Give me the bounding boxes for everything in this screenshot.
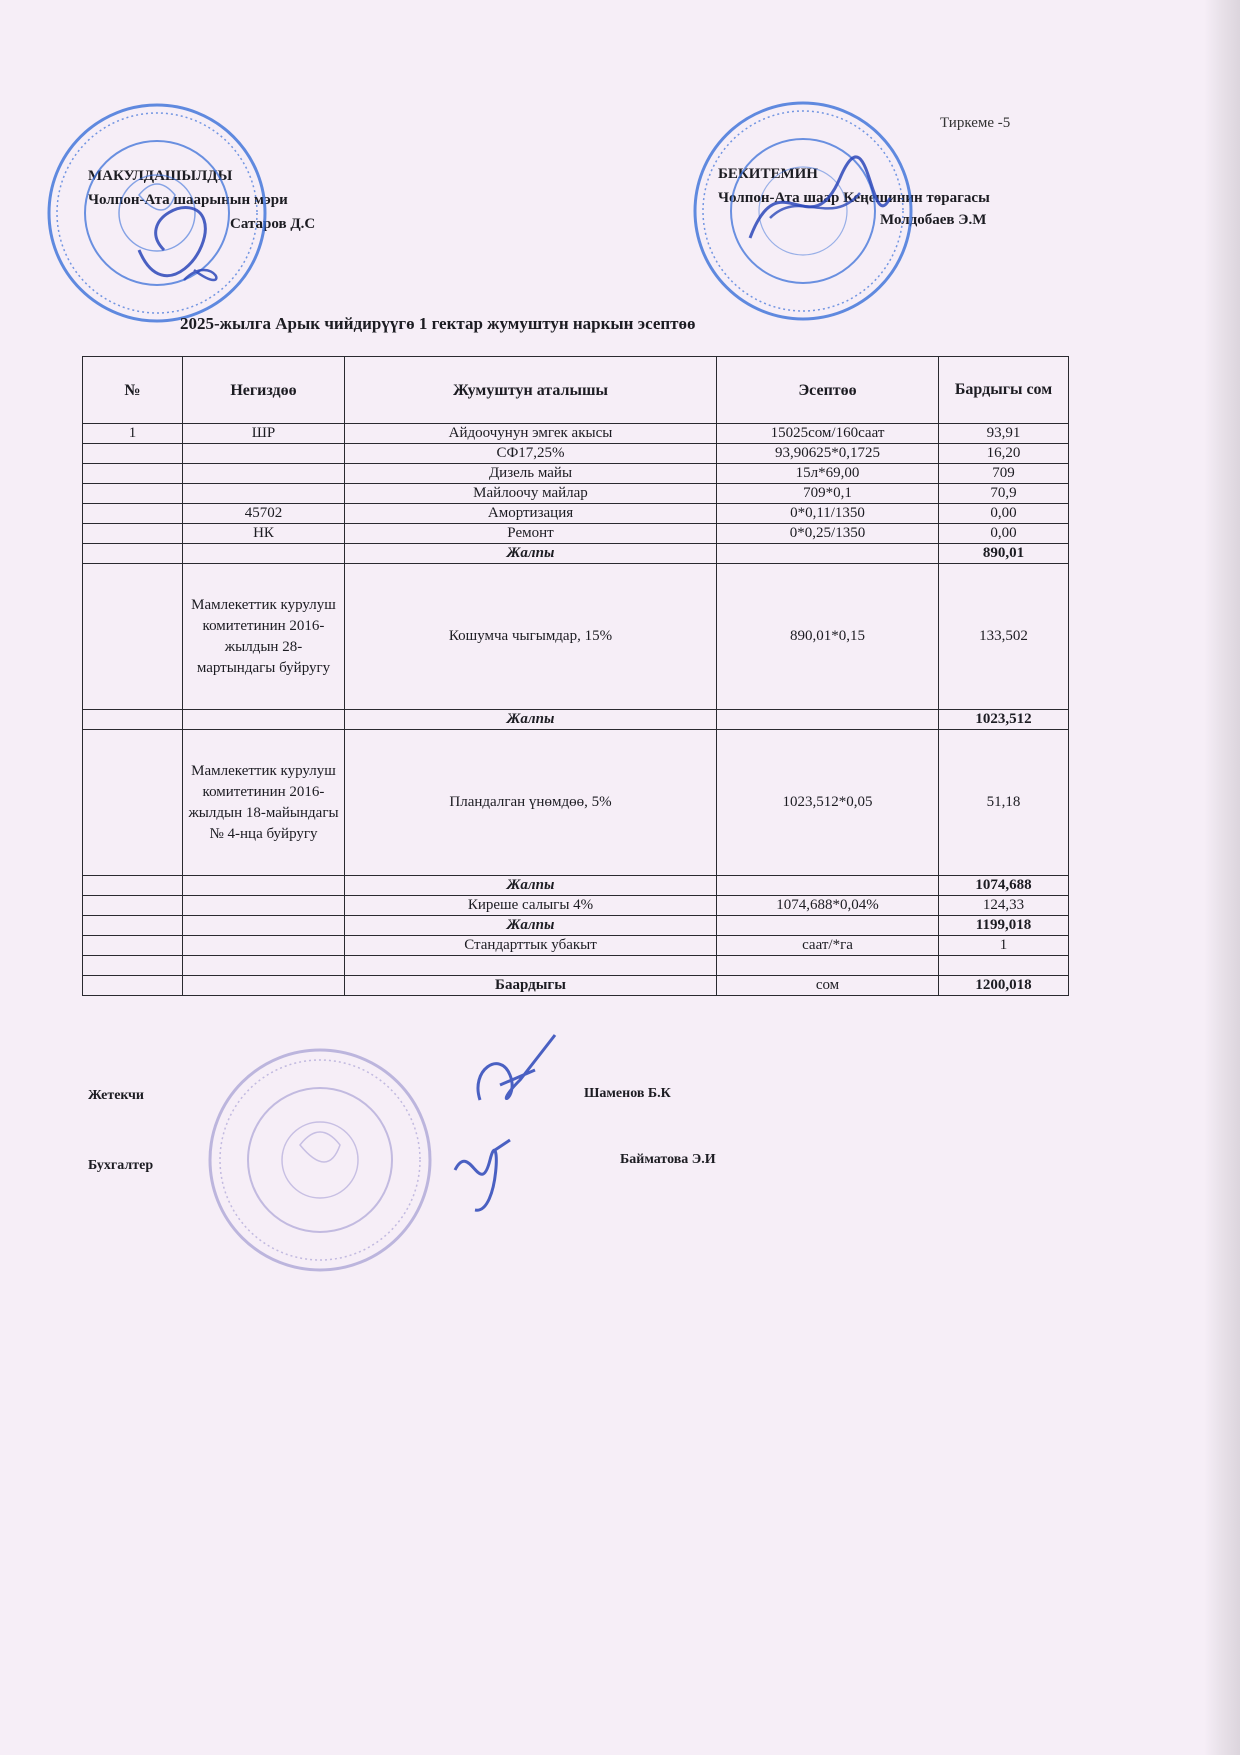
row-work-name: Жалпы — [345, 916, 717, 936]
row-number — [83, 936, 183, 956]
row-calculation: 890,01*0,15 — [717, 564, 939, 710]
accountant-signature — [440, 1130, 530, 1220]
row-basis: НК — [183, 524, 345, 544]
table-row — [83, 936, 1069, 956]
row-calculation — [717, 544, 939, 564]
row-work-name: Амортизация — [345, 504, 717, 524]
approve-left-position: Чолпон-Ата шаарынын мэри — [88, 192, 288, 208]
table-row — [83, 524, 1069, 544]
table-header-row — [83, 357, 1069, 424]
row-work-name: Стандарттык убакыт — [345, 936, 717, 956]
row-basis — [183, 710, 345, 730]
head-signature — [460, 1030, 570, 1120]
row-number — [83, 504, 183, 524]
row-total: 1023,512 — [939, 710, 1069, 730]
row-total: 1 — [939, 936, 1069, 956]
row-number — [83, 524, 183, 544]
row-number — [83, 444, 183, 464]
row-number — [83, 976, 183, 996]
row-basis: Мамлекеттик курулуш комитетинин 2016-жылдын 18-майындагы № 4-нца буйругу — [183, 730, 345, 876]
accountant-name: Байматова Э.И — [620, 1152, 716, 1167]
row-calculation: 15025сом/160саат — [717, 424, 939, 444]
subtotal-row — [83, 710, 1069, 730]
head-name: Шаменов Б.К — [584, 1086, 671, 1101]
grand-total-row — [83, 976, 1069, 996]
row-work-name: Жалпы — [345, 710, 717, 730]
row-basis: 45702 — [183, 504, 345, 524]
row-number — [83, 484, 183, 504]
approve-left-name: Сатаров Д.С — [230, 216, 316, 232]
table-row — [83, 564, 1069, 710]
row-number — [83, 564, 183, 710]
row-basis: Мамлекеттик курулуш комитетинин 2016-жылдын 28-мартындагы буйругу — [183, 564, 345, 710]
table-row — [83, 504, 1069, 524]
row-basis — [183, 464, 345, 484]
row-basis — [183, 936, 345, 956]
row-total: 93,91 — [939, 424, 1069, 444]
row-total: 70,9 — [939, 484, 1069, 504]
subtotal-row — [83, 876, 1069, 896]
scan-edge-shadow — [1204, 0, 1240, 1755]
row-total: 16,20 — [939, 444, 1069, 464]
row-work-name: Майлоочу майлар — [345, 484, 717, 504]
header-total: Бардыгы сом — [939, 357, 1069, 424]
row-calculation: 709*0,1 — [717, 484, 939, 504]
row-total: 1074,688 — [939, 876, 1069, 896]
appendix-label: Тиркеме -5 — [940, 115, 1011, 131]
row-basis — [183, 444, 345, 464]
row-calculation — [717, 710, 939, 730]
row-calculation: саат/*га — [717, 936, 939, 956]
bottom-round-stamp — [205, 1045, 435, 1275]
header-basis: Негиздөө — [183, 357, 345, 424]
document-title: 2025-жылга Арык чийдирүүгө 1 гектар жумуштун наркын эсептөө — [180, 314, 696, 333]
row-total: 0,00 — [939, 504, 1069, 524]
row-number: 1 — [83, 424, 183, 444]
calculation-table — [82, 356, 1069, 996]
subtotal-row — [83, 544, 1069, 564]
row-calculation — [717, 876, 939, 896]
row-number — [83, 896, 183, 916]
row-number — [83, 544, 183, 564]
row-calculation: 1074,688*0,04% — [717, 896, 939, 916]
row-work-name: Киреше салыгы 4% — [345, 896, 717, 916]
row-calculation — [717, 916, 939, 936]
row-work-name: Баардыгы — [345, 976, 717, 996]
approve-right-heading: БЕКИТЕМИН — [718, 166, 818, 182]
head-label: Жетекчи — [88, 1088, 144, 1103]
row-total: 124,33 — [939, 896, 1069, 916]
row-work-name: Ремонт — [345, 524, 717, 544]
table-row — [83, 444, 1069, 464]
accountant-label: Бухгалтер — [88, 1158, 154, 1173]
header-number: № — [83, 357, 183, 424]
row-calculation: 15л*69,00 — [717, 464, 939, 484]
row-calculation: 0*0,11/1350 — [717, 504, 939, 524]
row-number — [83, 730, 183, 876]
row-total: 133,502 — [939, 564, 1069, 710]
row-total: 1200,018 — [939, 976, 1069, 996]
row-total: 890,01 — [939, 544, 1069, 564]
table-row — [83, 730, 1069, 876]
row-number — [83, 956, 183, 976]
row-basis — [183, 916, 345, 936]
row-basis — [183, 956, 345, 976]
row-work-name: СФ17,25% — [345, 444, 717, 464]
row-work-name: Пландалган үнөмдөө, 5% — [345, 730, 717, 876]
row-work-name: Дизель майы — [345, 464, 717, 484]
left-round-stamp — [44, 100, 270, 326]
right-round-stamp — [690, 98, 916, 324]
row-work-name — [345, 956, 717, 976]
header-calculation: Эсептөө — [717, 357, 939, 424]
row-number — [83, 876, 183, 896]
row-number — [83, 464, 183, 484]
subtotal-row — [83, 916, 1069, 936]
approve-right-position: Чолпон-Ата шаар Кеңешинин төрагасы — [718, 190, 990, 206]
row-basis — [183, 544, 345, 564]
approve-right-name: Молдобаев Э.М — [880, 212, 987, 228]
row-work-name: Жалпы — [345, 876, 717, 896]
row-basis — [183, 876, 345, 896]
row-number — [83, 916, 183, 936]
empty-row — [83, 956, 1069, 976]
row-total: 0,00 — [939, 524, 1069, 544]
row-basis — [183, 976, 345, 996]
row-total: 709 — [939, 464, 1069, 484]
row-basis — [183, 484, 345, 504]
row-work-name: Кошумча чыгымдар, 15% — [345, 564, 717, 710]
row-basis: ШР — [183, 424, 345, 444]
row-total: 51,18 — [939, 730, 1069, 876]
row-work-name: Жалпы — [345, 544, 717, 564]
row-calculation: 1023,512*0,05 — [717, 730, 939, 876]
row-work-name: Айдоочунун эмгек акысы — [345, 424, 717, 444]
table-row — [83, 484, 1069, 504]
header-work-name: Жумуштун аталышы — [345, 357, 717, 424]
row-calculation: 0*0,25/1350 — [717, 524, 939, 544]
row-calculation: сом — [717, 976, 939, 996]
table-row — [83, 464, 1069, 484]
table-row — [83, 896, 1069, 916]
row-calculation: 93,90625*0,1725 — [717, 444, 939, 464]
row-basis — [183, 896, 345, 916]
table-row — [83, 424, 1069, 444]
row-total: 1199,018 — [939, 916, 1069, 936]
approve-left-heading: МАКУЛДАШЫЛДЫ — [88, 168, 233, 184]
row-calculation — [717, 956, 939, 976]
row-number — [83, 710, 183, 730]
row-total — [939, 956, 1069, 976]
